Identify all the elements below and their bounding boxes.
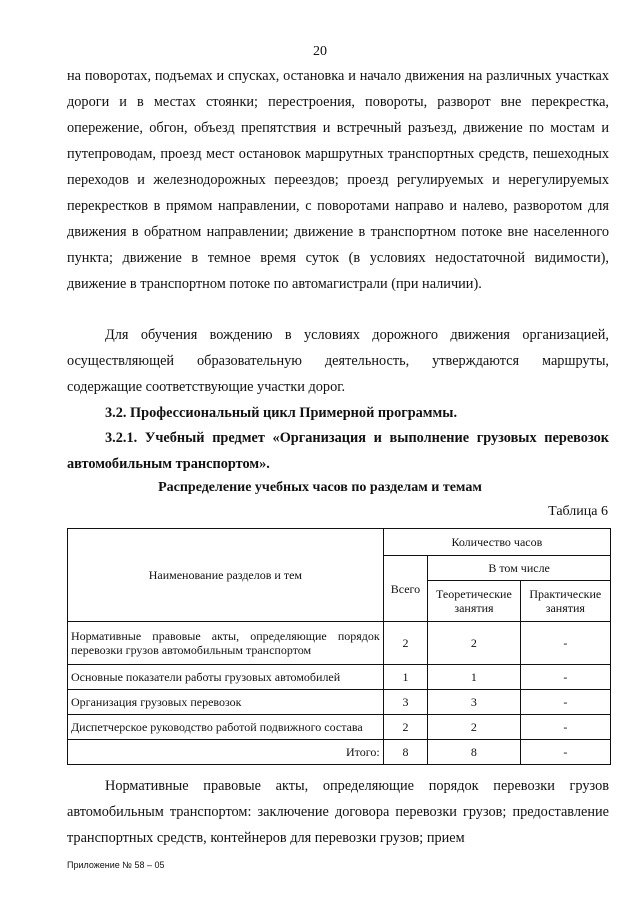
row-theory: 2: [428, 715, 520, 740]
header-including: В том числе: [428, 556, 611, 581]
table-header-row: [68, 529, 611, 556]
section-heading: 3.2. Профессиональный цикл Примерной программы.: [105, 405, 458, 421]
total-label: Итого:: [68, 740, 384, 765]
row-name: Нормативные правовые акты, определяющие порядок перевозки грузов автомобильным транспортом: [68, 622, 384, 665]
paragraph-driving-conditions: на поворотах, подъемах и спусках, остановка и начало движения на различных участках дороги и в местах стоянки; перестроения, повороты, разворот вне перекрестка, опережение, обгон, объезд препятствия и встречный разъезд, движение по мостам и путепроводам, проезд мест остановок маршрутных транспортных средств, пешеходных переходов и железнодорожных переездов; проезд регулируемых и нерегулируемых перекрестков в прямом направлении, с поворотами направо и налево, разворотом для движения в обратном направлении; движение в транспортном потоке вне населенного пункта; движение в темное время суток (в условиях недостаточной видимости), движение в транспортном потоке по автомагистрали (при наличии).: [67, 68, 609, 292]
row-total: 3: [383, 690, 428, 715]
table-row: [68, 715, 611, 740]
row-practice: -: [520, 665, 610, 690]
total-practice: -: [520, 740, 610, 765]
table-row: [68, 690, 611, 715]
table-row: [68, 622, 611, 665]
distribution-heading: Распределение учебных часов по разделам и темам: [158, 480, 482, 495]
row-practice: -: [520, 715, 610, 740]
hours-table: [67, 528, 611, 765]
header-theory: Теоретические занятия: [428, 581, 520, 622]
row-name: Диспетчерское руководство работой подвижного состава: [68, 715, 384, 740]
header-practice: Практические занятия: [520, 581, 610, 622]
table-total-row: [68, 740, 611, 765]
row-practice: -: [520, 690, 610, 715]
row-theory: 3: [428, 690, 520, 715]
row-name: Организация грузовых перевозок: [68, 690, 384, 715]
row-practice: -: [520, 622, 610, 665]
row-total: 2: [383, 715, 428, 740]
page-number: 20: [313, 44, 327, 59]
row-total: 2: [383, 622, 428, 665]
total-total: 8: [383, 740, 428, 765]
header-name: Наименование разделов и тем: [68, 529, 384, 622]
row-theory: 1: [428, 665, 520, 690]
header-hours: Количество часов: [383, 529, 610, 556]
table-row: [68, 665, 611, 690]
row-total: 1: [383, 665, 428, 690]
paragraph-routes: Для обучения вождению в условиях дорожного движения организацией, осуществляющей образовательную деятельность, утверждаются маршруты, содержащие соответствующие участки дорог.: [67, 327, 609, 395]
paragraph-legal-acts: Нормативные правовые акты, определяющие порядок перевозки грузов автомобильным транспортом: заключение договора перевозки грузов; предоставление транспортных средств, контейнеров для перевозки грузов; прием: [67, 778, 609, 846]
table-label: Таблица 6: [548, 504, 608, 519]
total-theory: 8: [428, 740, 520, 765]
subject-heading: 3.2.1. Учебный предмет «Организация и выполнение грузовых перевозок автомобильным транспортом».: [67, 430, 609, 472]
header-total: Всего: [383, 556, 428, 622]
row-name: Основные показатели работы грузовых автомобилей: [68, 665, 384, 690]
footer-appendix: Приложение № 58 – 05: [67, 860, 165, 870]
row-theory: 2: [428, 622, 520, 665]
